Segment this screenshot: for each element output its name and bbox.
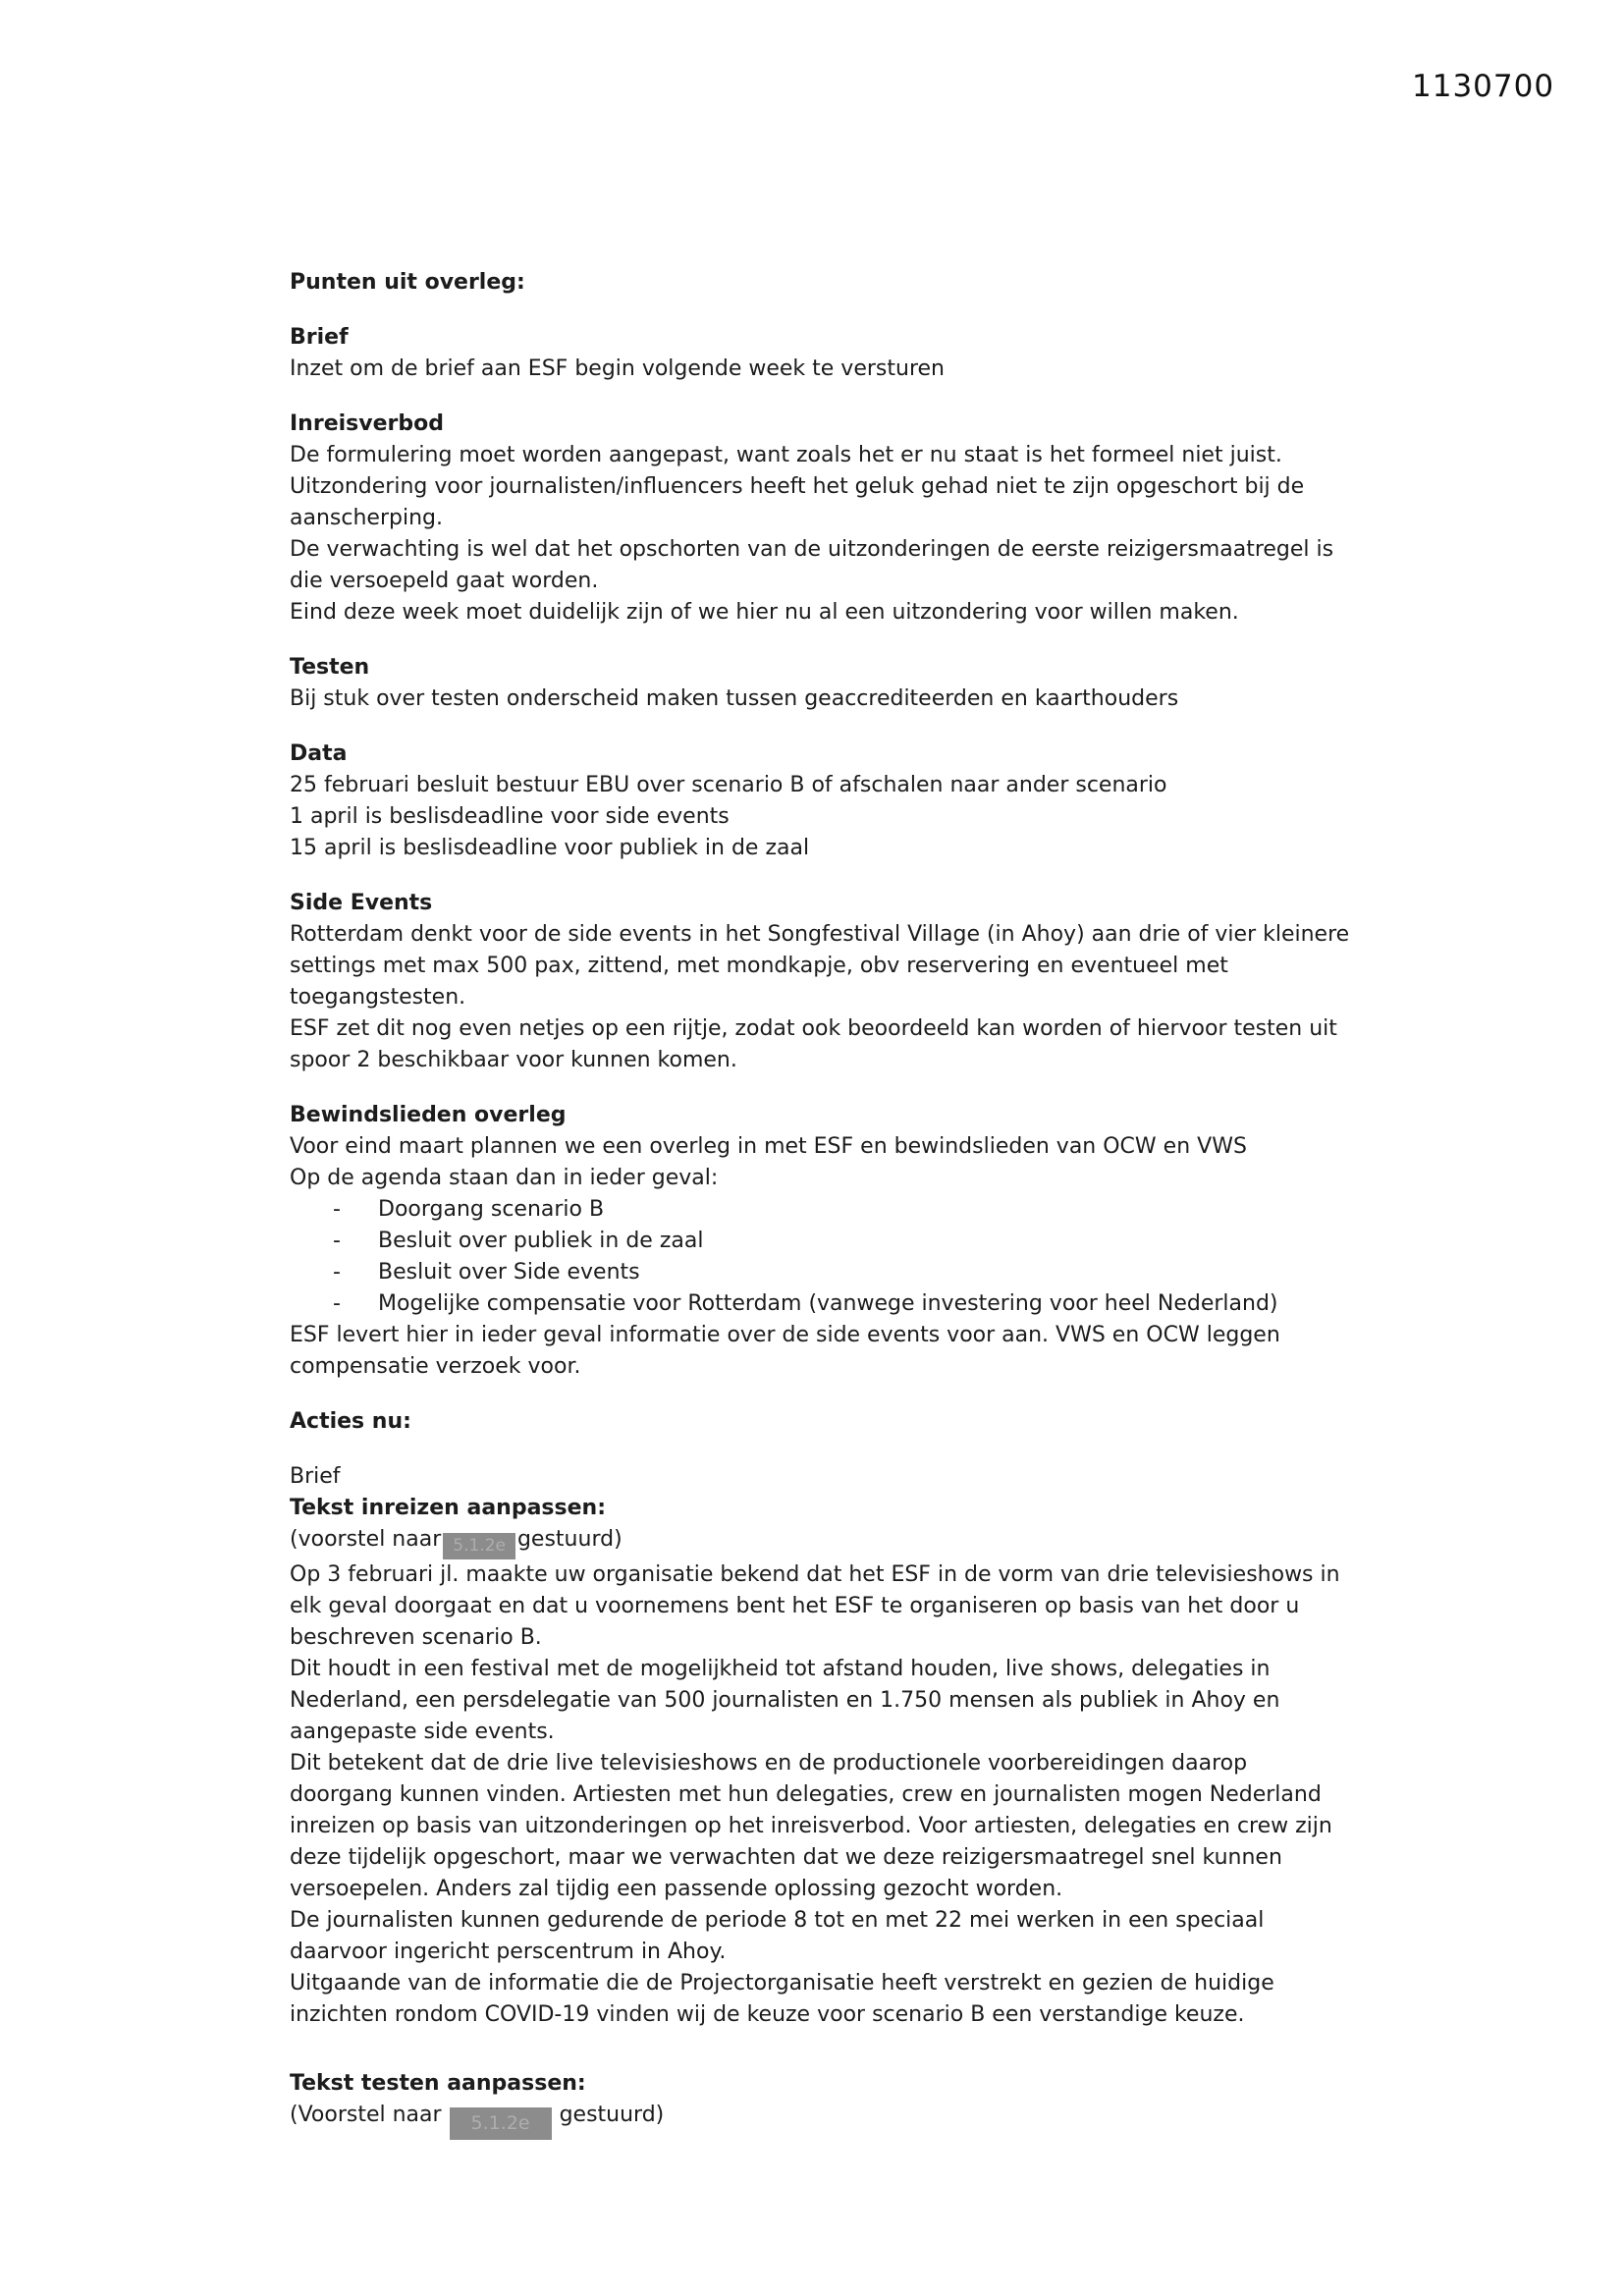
section-brief-heading: Brief — [290, 325, 349, 350]
paragraph: De formulering moet worden aangepast, want zoals het er nu staat is het formeel niet juist. Uitzondering voor journalisten/influencers heeft het geluk gehad niet te zijn opgeschort bij de aanscherping. — [290, 443, 1305, 530]
section-bewindslieden-heading: Bewindslieden overleg — [290, 1103, 567, 1127]
bullet-text: Mogelijke compensatie voor Rotterdam (vanwege investering voor heel Nederland) — [378, 1291, 1278, 1316]
redaction-line-suffix: gestuurd) — [559, 2103, 665, 2127]
section-data-heading: Data — [290, 741, 348, 766]
paragraph: De verwachting is wel dat het opschorten van de uitzonderingen de eerste reizigersmaatregel is die versoepeld gaat worden. — [290, 537, 1334, 593]
paragraph: Bij stuk over testen onderscheid maken tussen geaccrediteerden en kaarthouders — [290, 686, 1179, 711]
paragraph: Dit houdt in een festival met de mogelijkheid tot afstand houden, live shows, delegaties in Nederland, een persdelegatie van 500 journalisten en 1.750 mensen als publiek in Ahoy en aangepaste side events. — [290, 1657, 1280, 1744]
list-item — [290, 1288, 1355, 1320]
section-tekst-testen-heading: Tekst testen aanpassen: — [290, 2071, 586, 2096]
section-side-events-heading: Side Events — [290, 891, 433, 915]
paragraph: Op de agenda staan dan in ieder geval: — [290, 1166, 719, 1190]
redaction-line-prefix: (voorstel naar — [290, 1527, 442, 1552]
redaction-box: 5.1.2e — [443, 1533, 515, 1559]
bullet-marker: - — [333, 1291, 341, 1316]
paragraph: Eind deze week moet duidelijk zijn of we hier nu al een uitzondering voor willen maken. — [290, 600, 1239, 625]
redaction-line — [290, 1524, 1355, 1559]
paragraph: Rotterdam denkt voor de side events in het Songfestival Village (in Ahoy) aan drie of vier kleinere settings met max 500 pax, zittend, met mondkapje, obv reservering en eventueel met toegangstesten. — [290, 922, 1350, 1010]
bullet-text: Besluit over Side events — [378, 1260, 640, 1285]
list-item — [290, 1226, 1355, 1257]
section-testen-heading: Testen — [290, 655, 370, 680]
redaction-line-prefix: (Voorstel naar — [290, 2103, 442, 2127]
paragraph: Dit betekent dat de drie live televisieshows en de productionele voorbereidingen daarop doorgang kunnen vinden. Artiesten met hun delegaties, crew en journalisten mogen Nederland inreizen op basis van uitzonderingen op het inreisverbod. Voor artiesten, delegaties en crew zijn deze tijdelijk opgeschort, maar we verwachten dat we deze reizigersmaatregel snel kunnen versoepelen. Anders zal tijdig een passende oplossing gezocht worden. — [290, 1751, 1332, 1901]
redaction-box: 5.1.2e — [450, 2107, 552, 2140]
bullet-text: Doorgang scenario B — [378, 1197, 605, 1222]
paragraph: Brief — [290, 1464, 341, 1489]
section-inreisverbod-heading: Inreisverbod — [290, 411, 444, 436]
redaction-line-suffix: gestuurd) — [516, 1527, 623, 1552]
bullet-marker: - — [333, 1197, 341, 1222]
bullet-text: Besluit over publiek in de zaal — [378, 1229, 704, 1253]
page-number: 1130700 — [1412, 69, 1555, 104]
paragraph: Uitgaande van de informatie die de Projectorganisatie heeft verstrekt en gezien de huidige inzichten rondom COVID-19 vinden wij de keuze voor scenario B een verstandige keuze. — [290, 1971, 1274, 2027]
data-line: 1 april is beslisdeadline voor side events — [290, 804, 730, 829]
redaction-line — [290, 2100, 1355, 2140]
document-content — [290, 267, 1355, 2140]
data-line: 25 februari besluit bestuur EBU over scenario B of afschalen naar ander scenario — [290, 773, 1167, 797]
list-item — [290, 1194, 1355, 1226]
bullet-marker: - — [333, 1260, 341, 1285]
paragraph: Op 3 februari jl. maakte uw organisatie bekend dat het ESF in de vorm van drie televisieshows in elk geval doorgaat en dat u voornemens bent het ESF te organiseren op basis van het door u beschreven scenario B. — [290, 1562, 1340, 1650]
paragraph: ESF zet dit nog even netjes op een rijtje, zodat ook beoordeeld kan worden of hiervoor testen uit spoor 2 beschikbaar voor kunnen komen. — [290, 1016, 1337, 1072]
document-title: Punten uit overleg: — [290, 270, 525, 295]
paragraph: De journalisten kunnen gedurende de periode 8 tot en met 22 mei werken in een speciaal daarvoor ingericht perscentrum in Ahoy. — [290, 1908, 1265, 1964]
paragraph: Voor eind maart plannen we een overleg in met ESF en bewindslieden van OCW en VWS — [290, 1134, 1247, 1159]
paragraph: Inzet om de brief aan ESF begin volgende week te versturen — [290, 356, 945, 381]
bullet-marker: - — [333, 1229, 341, 1253]
subsection-tekst-inreizen-heading: Tekst inreizen aanpassen: — [290, 1496, 606, 1520]
list-item — [290, 1257, 1355, 1288]
section-acties-heading: Acties nu: — [290, 1409, 411, 1434]
data-line: 15 april is beslisdeadline voor publiek in de zaal — [290, 836, 810, 860]
paragraph: ESF levert hier in ieder geval informatie over de side events voor aan. VWS en OCW leggen compensatie verzoek voor. — [290, 1323, 1280, 1379]
